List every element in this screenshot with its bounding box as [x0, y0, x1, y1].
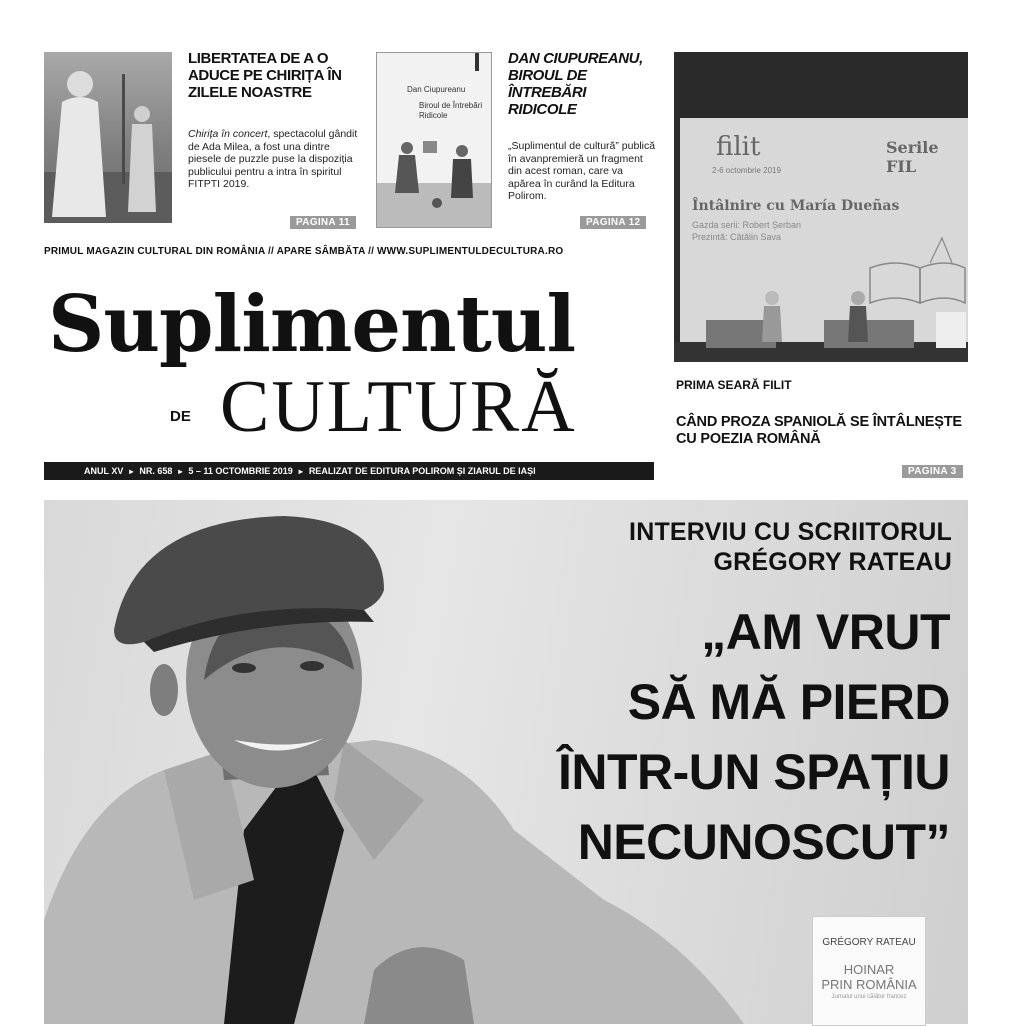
filit-dates: 2-6 octombrie 2019 — [712, 166, 781, 175]
filit-logo: filit — [716, 132, 761, 162]
side-kicker: PRIMA SEARĂ FILIT — [676, 378, 792, 392]
event-presenter: Prezintă: Cătălin Sava — [692, 232, 782, 242]
teaser-2-title-1[interactable]: DAN CIUPUREANU, — [508, 50, 643, 67]
teaser-1-page-tag[interactable]: PAGINA 11 — [290, 216, 356, 229]
issue-date: 5 – 11 OCTOMBRIE 2019 — [188, 466, 293, 476]
teaser-2-text: „Suplimentul de cultură” publică în avanpremieră un fragment din acest roman, care va apărea în curând la Editura Polirom. — [508, 140, 656, 202]
hero-quote-line-3[interactable]: ÎNTR-UN SPAȚIU — [557, 744, 950, 800]
issue-number: NR. 658 — [139, 466, 173, 476]
side-page-tag[interactable]: PAGINA 3 — [902, 465, 963, 478]
hero-kicker-1: INTERVIU CU SCRIITORUL — [629, 518, 952, 546]
stage-people — [674, 52, 968, 362]
side-headline[interactable]: CÂND PROZA SPANIOLĂ SE ÎNTÂLNEȘTE CU POEZIA ROMÂNĂ — [676, 414, 962, 447]
separator-arrow-icon: ▸ — [178, 466, 183, 476]
hero-book-title-1: HOINAR — [843, 962, 895, 977]
teaser-1-text — [188, 128, 360, 191]
hero-quote-line-2[interactable]: SĂ MĂ PIERD — [627, 674, 950, 730]
teaser-2-page-tag[interactable]: PAGINA 12 — [580, 216, 646, 229]
performers-image — [44, 52, 172, 223]
issue-year: ANUL XV — [84, 466, 124, 476]
event-host: Gazda serii: Robert Șerban — [692, 220, 802, 230]
teaser-1-title[interactable]: LIBERTATEA DE A O ADUCE PE CHIRIȚA ÎN ZILELE NOASTRE — [188, 50, 342, 101]
teaser-1-text-italic: Chirița în concert — [188, 128, 268, 140]
teaser-1-photo — [44, 52, 172, 223]
hero-book-title-2: PRIN ROMÂNIA — [821, 977, 917, 992]
hero-quote-line-1[interactable]: „AM VRUT — [701, 604, 950, 660]
hero-quote-line-4[interactable]: NECUNOSCUT” — [577, 814, 950, 870]
separator-arrow-icon: ▸ — [298, 466, 303, 476]
masthead-subtitle: CULTURĂ — [220, 366, 577, 448]
masthead-title: Suplimentul — [48, 279, 576, 370]
separator-arrow-icon: ▸ — [129, 466, 134, 476]
teaser-1-text-body: , spectacolul gândit de Ada Milea, a fost una dintre piesele de puzzle puse la dispoziția publicului pentru a intra în spiritul FITPTI 2019. — [188, 128, 358, 190]
book-illustration — [377, 53, 492, 228]
teaser-2-title-2[interactable]: BIROUL DE ÎNTREBĂRI RIDICOLE — [508, 67, 587, 118]
hero-book-cover — [812, 916, 926, 1026]
tagline: PRIMUL MAGAZIN CULTURAL DIN ROMÂNIA // APARE SÂMBĂTA // WWW.SUPLIMENTULDECULTURA.RO — [44, 246, 564, 257]
series-title: Serile FIL — [886, 138, 939, 176]
hero-book-author: GRÉGORY RATEAU — [822, 937, 916, 948]
hero-book-subtitle: Jurnalul unui călător francez — [831, 994, 907, 1000]
hero-kicker-2: GRÉGORY RATEAU — [713, 548, 952, 576]
issue-publisher: REALIZAT DE EDITURA POLIROM ȘI ZIARUL DE IAȘI — [308, 466, 536, 476]
event-title: Întâlnire cu María Dueñas — [692, 198, 900, 214]
teaser-2-book-cover — [376, 52, 492, 228]
masthead-de: DE — [170, 408, 191, 425]
filit-stage-photo — [674, 52, 968, 362]
book-title: Biroul de Întrebări Ridicole — [419, 101, 483, 120]
issue-bar — [44, 462, 654, 480]
book-author: Dan Ciupureanu — [407, 85, 466, 94]
